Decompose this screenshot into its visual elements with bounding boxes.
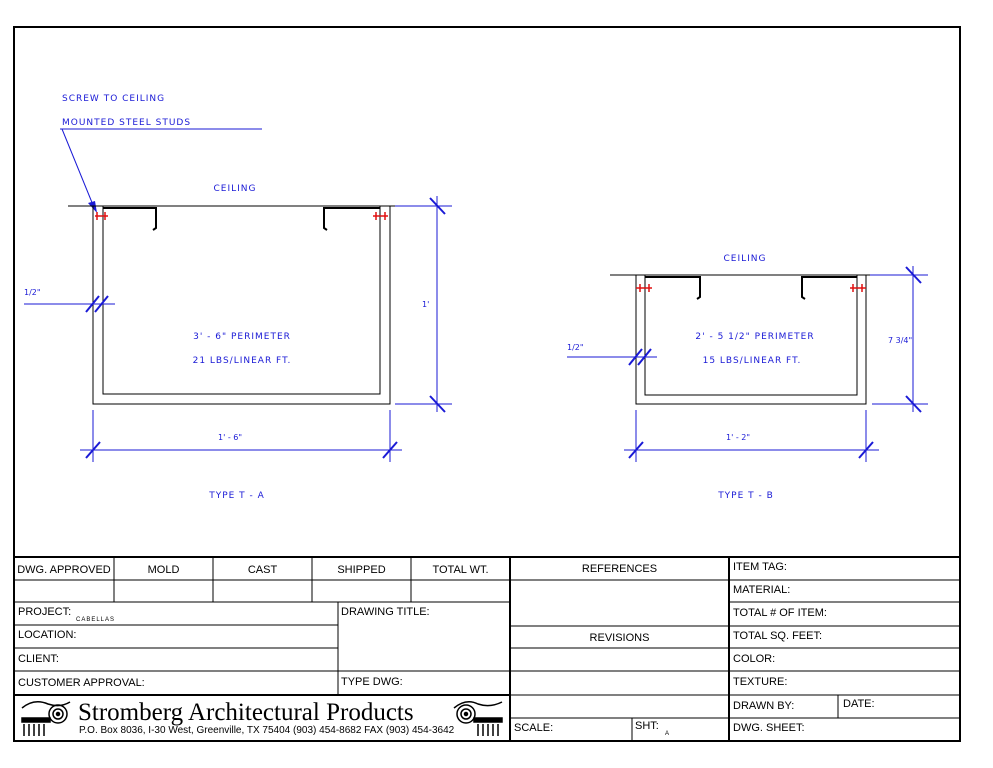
tray-outer-left [93,206,390,404]
project-value: CABELLAS [76,617,116,623]
dim-width-right: 1' - 2" [725,433,751,442]
type-dwg-label: TYPE DWG: [341,676,403,688]
company-logo-left [22,702,70,736]
note-screw-text: SCREW TO CEILING [62,94,166,104]
note-leader [62,129,93,205]
ceiling-label-left: CEILING [213,184,257,194]
steel-stud-right-a [645,277,700,299]
note-studs-text: MOUNTED STEEL STUDS [62,118,192,128]
location-label: LOCATION: [18,629,77,641]
material-label: MATERIAL: [733,584,791,596]
detail-type-t-a [24,94,452,501]
detail-type-t-b [567,254,928,501]
total-sq-feet-label: TOTAL SQ. FEET: [733,630,823,642]
steel-stud-left-a [103,208,156,230]
company-address: P.O. Box 8036, I-30 West, Greenville, TX 75404 (903) 454-8682 FAX (903) 454-3642 [79,725,455,736]
dim-height-left: 1' [422,300,430,309]
weight-right: 15 LBS/LINEAR FT. [702,356,802,366]
customer-approval-label: CUSTOMER APPROVAL: [18,677,145,689]
dim-wall-left: 1/2" [24,288,41,297]
steel-stud-left-b [324,208,380,230]
screw-marks-left [95,212,388,220]
texture-label: TEXTURE: [733,676,788,688]
revisions-header: REVISIONS [589,632,650,644]
total-wt-header: TOTAL WT. [432,564,489,576]
drawn-by-label: DRAWN BY: [733,700,795,712]
scale-label: SCALE: [514,722,554,734]
dim-width-left: 1' - 6" [217,433,243,442]
company-name: Stromberg Architectural Products [78,699,414,726]
date-label: DATE: [843,698,875,710]
client-label: CLIENT: [18,653,59,665]
dwg-approved-header: DWG. APPROVED [17,564,111,576]
screw-marks-right [636,284,866,292]
dim-height-right: 7 3/4" [888,336,913,345]
total-items-label: TOTAL # OF ITEM: [733,607,827,619]
dwg-sheet-label: DWG. SHEET: [733,722,805,734]
perimeter-right: 2' - 5 1/2" PERIMETER [695,332,815,342]
drawing-title-label: DRAWING TITLE: [341,606,430,618]
type-label-right: TYPE T - B [718,491,774,501]
color-label: COLOR: [733,653,776,665]
project-label: PROJECT: [18,606,72,618]
company-logo-right [454,702,502,736]
perimeter-left: 3' - 6" PERIMETER [193,332,291,342]
sht-value: A [665,731,671,737]
steel-stud-right-b [802,277,857,299]
item-tag-label: ITEM TAG: [733,561,787,573]
sht-label: SHT: [635,720,659,732]
shipped-header: SHIPPED [337,564,386,576]
references-header: REFERENCES [581,563,658,575]
cast-header: CAST [247,564,278,576]
weight-left: 21 LBS/LINEAR FT. [192,356,292,366]
dim-wall-right: 1/2" [567,343,584,352]
ceiling-label-right: CEILING [723,254,767,264]
mold-header: MOLD [147,564,180,576]
type-label-left: TYPE T - A [209,491,265,501]
